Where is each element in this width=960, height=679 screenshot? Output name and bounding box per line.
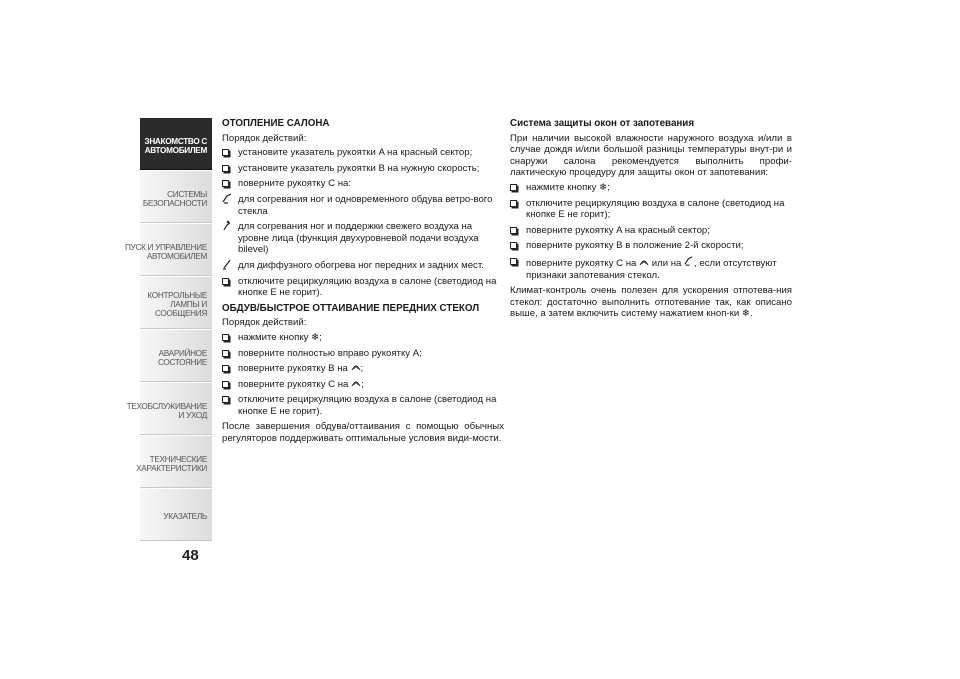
list-item: для согревания ног и поддержки свежего воздуха на уровне лица (функция двухуровневой подачи воздуха bilevel) (222, 221, 504, 256)
left-column (222, 118, 504, 448)
airflow-bilevel-icon (222, 220, 233, 235)
list-item: поверните рукоятку B в положение 2-й скорости; (510, 240, 792, 252)
list-item: отключите рециркуляцию воздуха в салоне (светодиод на кнопке E не горит). (222, 394, 504, 417)
checkbox-bullet-icon (222, 348, 234, 361)
antifog-title: Система защиты окон от запотевания (510, 118, 695, 129)
list-item: поверните рукоятку C на ; (222, 379, 504, 391)
airflow-feet-windscreen-icon (222, 193, 233, 208)
checkbox-bullet-icon (510, 198, 522, 211)
tab-start-drive[interactable]: ПУСК И УПРАВЛЕНИЕ АВТОМОБИЛЕМ (140, 224, 212, 276)
chapter-tabs (124, 118, 212, 542)
heating-intro: Порядок действий: (222, 132, 307, 144)
tab-maintenance[interactable]: ТЕХОБСЛУЖИВАНИЕ И УХОД (140, 383, 212, 435)
airflow-feet-icon (222, 259, 233, 274)
tab-emergency[interactable]: АВАРИЙНОЕ СОСТОЯНИЕ (140, 330, 212, 382)
list-item: поверните рукоятку A на красный сектор; (510, 225, 792, 237)
checkbox-bullet-icon (222, 178, 234, 191)
list-item: отключите рециркуляцию воздуха в салоне (светодиод на кнопке E не горит); (510, 198, 792, 221)
checkbox-bullet-icon (222, 276, 234, 289)
list-item: нажмите кнопку ❄; (222, 332, 504, 344)
checkbox-bullet-icon (222, 147, 234, 160)
windscreen-defrost-icon (639, 258, 649, 268)
tab-safety[interactable]: СИСТЕМЫ БЕЗОПАСНОСТИ (140, 171, 212, 223)
list-item: поверните рукоятку B на ; (222, 363, 504, 375)
airflow-feet-windscreen-icon (684, 258, 694, 268)
checkbox-bullet-icon (222, 394, 234, 407)
checkbox-bullet-icon (510, 182, 522, 195)
checkbox-bullet-icon (222, 332, 234, 345)
list-item: установите указатель рукоятки B на нужную скорость; (222, 163, 504, 175)
list-item: установите указатель рукоятки A на красный сектор; (222, 147, 504, 159)
right-column (510, 118, 792, 323)
checkbox-bullet-icon (222, 363, 234, 376)
defrost-outro: После завершения обдува/оттаивания с помощью обычных регуляторов поддерживать оптимальные условия види-мости. (222, 421, 504, 445)
list-item: поверните полностью вправо рукоятку A; (222, 348, 504, 360)
checkbox-bullet-icon (510, 256, 522, 269)
list-item: нажмите кнопку ❄; (510, 182, 792, 194)
list-item: поверните рукоятку C на: (222, 178, 504, 190)
checkbox-bullet-icon (510, 240, 522, 253)
checkbox-bullet-icon (222, 379, 234, 392)
list-item: отключите рециркуляцию воздуха в салоне (светодиод на кнопке E не горит). (222, 276, 504, 299)
list-item: для диффузного обогрева ног передних и задних мест. (222, 260, 504, 272)
defrost-intro: Порядок действий: (222, 317, 307, 329)
tab-warning-lights[interactable]: КОНТРОЛЬНЫЕ ЛАМПЫ И СООБЩЕНИЯ (140, 277, 212, 329)
list-item: для согревания ног и одновременного обдува ветро-вого стекла (222, 194, 504, 217)
tab-vehicle-intro[interactable]: ЗНАКОМСТВО С АВТОМОБИЛЕМ (140, 118, 212, 170)
defrost-title: ОБДУВ/БЫСТРОЕ ОТТАИВАНИЕ ПЕРЕДНИХ СТЕКОЛ (222, 302, 480, 314)
checkbox-bullet-icon (510, 225, 522, 238)
antifog-intro: При наличии высокой влажности наружного воздуха и/или в случае дождя и/или большой разницы температуры внут-ри и снаружи салона рекомендуется выполнить профи-лактическую процедуру для защиты окон от запотевания: (510, 132, 792, 179)
page-number: 48 (182, 547, 199, 564)
checkbox-bullet-icon (222, 163, 234, 176)
windscreen-defrost-icon (351, 363, 361, 373)
heating-title: ОТОПЛЕНИЕ САЛОНА (222, 118, 330, 129)
list-item: поверните рукоятку C на или на , если отсутствуют признаки запотевания стекол. (510, 256, 792, 281)
antifog-outro: Климат-контроль очень полезен для ускорения отпотева-ния стекол: достаточно выполнить отпотевание так, как описано выше, а затем включить систему нажатием кноп-ки ❄. (510, 285, 792, 320)
tab-index[interactable]: УКАЗАТЕЛЬ (140, 489, 212, 541)
tab-specifications[interactable]: ТЕХНИЧЕСКИЕ ХАРАКТЕРИСТИКИ (140, 436, 212, 488)
windscreen-defrost-icon (351, 379, 361, 389)
